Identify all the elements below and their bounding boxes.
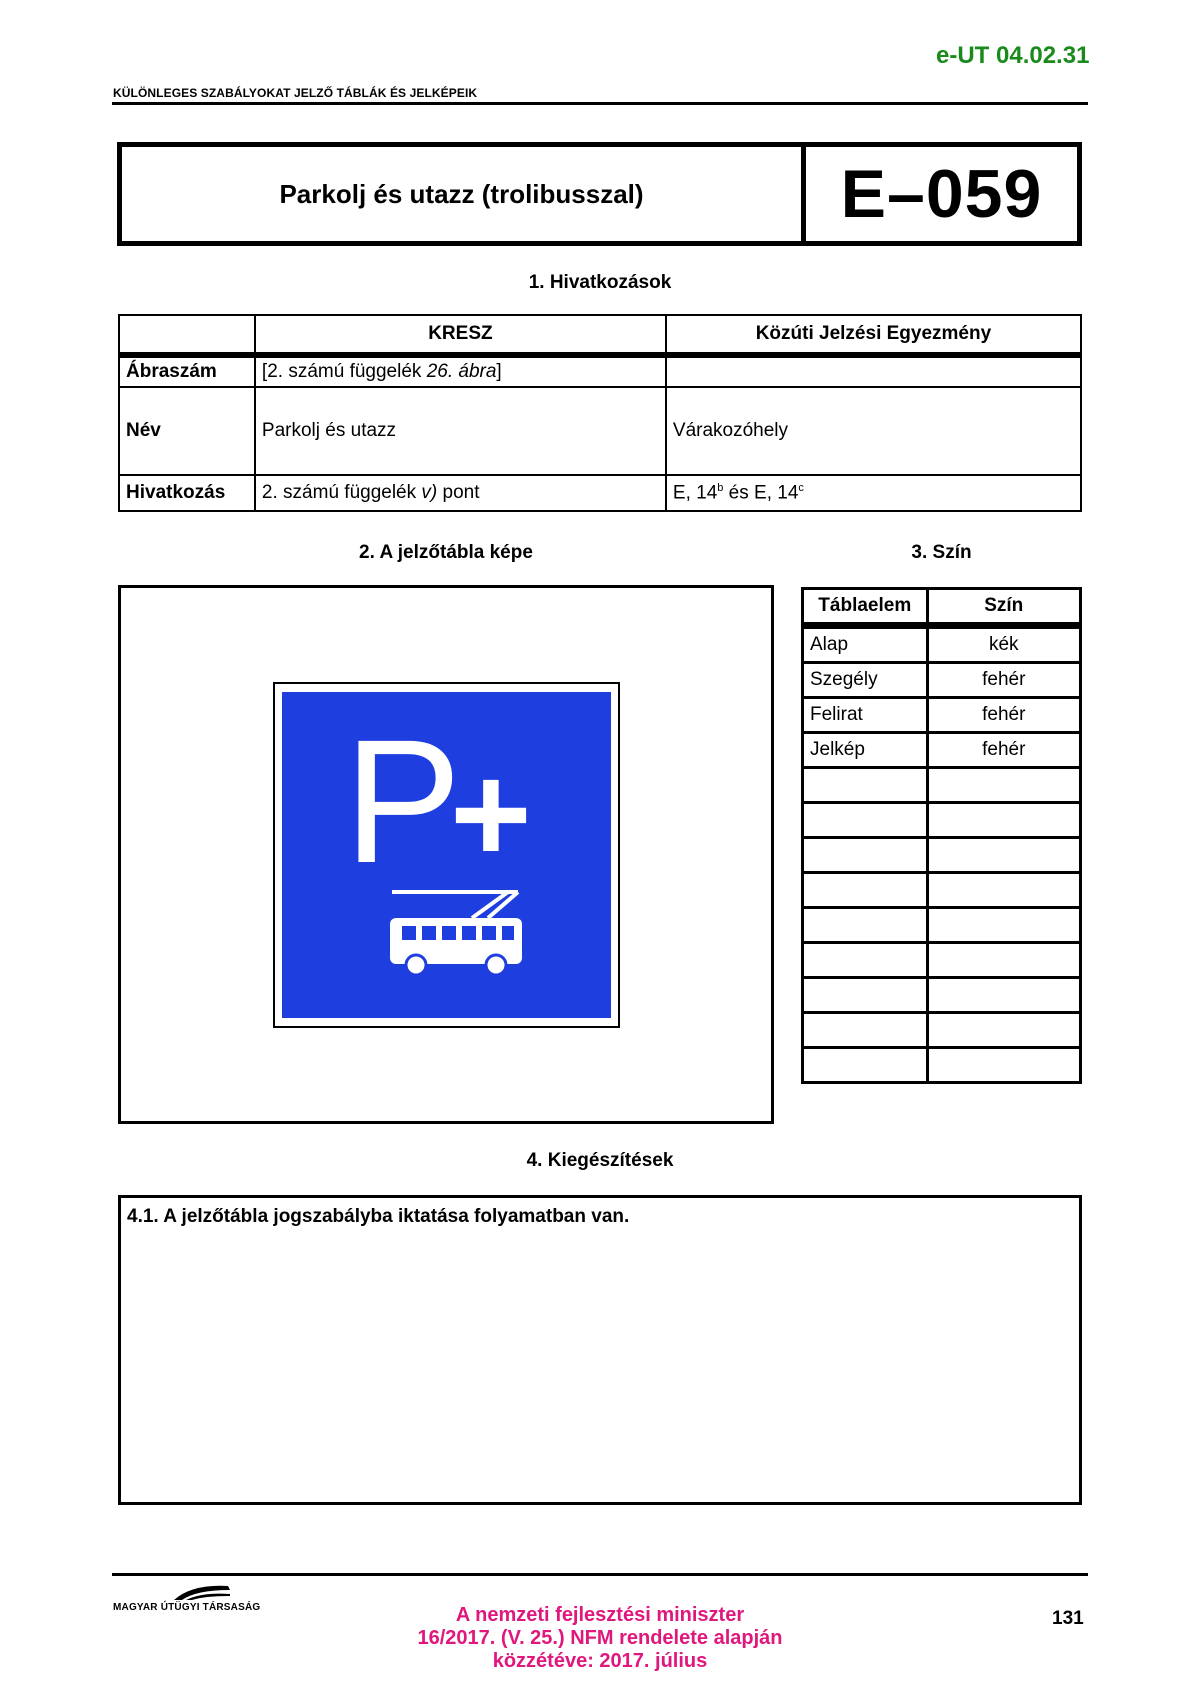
table-row <box>803 698 1081 733</box>
sign-code: E–059 <box>840 156 1043 232</box>
col-kresz: KRESZ <box>255 315 666 355</box>
color-cell <box>927 803 1080 838</box>
note-box <box>118 1195 1082 1505</box>
color-cell <box>927 908 1080 943</box>
table-row <box>803 803 1081 838</box>
empty-header-cell <box>119 315 255 355</box>
trolleybus-icon <box>390 892 522 975</box>
sign-name: Parkolj és utazz (trolibusszal) <box>122 147 806 241</box>
sign-plus: + <box>450 735 532 892</box>
kje-cell: Várakozóhely <box>666 387 1081 475</box>
cell-text-italic: v) <box>421 482 438 503</box>
element-cell <box>803 838 928 873</box>
cell-text: [2. számú függelék <box>261 361 427 382</box>
element-cell <box>803 768 928 803</box>
table-row <box>803 943 1081 978</box>
table-row <box>119 355 1081 387</box>
table-header-row <box>803 589 1081 626</box>
table-row <box>803 1013 1081 1048</box>
kresz-cell <box>255 475 666 511</box>
header-rule <box>112 102 1088 105</box>
section-header: KÜLÖNLEGES SZABÁLYOKAT JELZŐ TÁBLÁK ÉS JELKÉPEIK <box>113 86 478 100</box>
element-cell <box>803 803 928 838</box>
element-cell: Jelkép <box>803 733 928 768</box>
color-cell <box>927 873 1080 908</box>
document-id: e-UT 04.02.31 <box>936 42 1090 69</box>
color-cell: fehér <box>927 733 1080 768</box>
color-cell <box>927 943 1080 978</box>
row-label: Ábraszám <box>119 355 255 387</box>
color-cell <box>927 838 1080 873</box>
color-cell: fehér <box>927 698 1080 733</box>
table-row <box>803 1048 1081 1083</box>
col-element: Táblaelem <box>803 589 928 626</box>
table-row <box>803 838 1081 873</box>
col-color: Szín <box>927 589 1080 626</box>
note-text: 4.1. A jelzőtábla jogszabályba iktatása folyamatban van. <box>127 1206 630 1227</box>
table-row <box>803 663 1081 698</box>
element-cell <box>803 873 928 908</box>
cell-text: és E, 14 <box>723 482 799 504</box>
superscript: c <box>798 481 804 494</box>
kresz-cell <box>255 355 666 387</box>
references-table <box>118 314 1082 512</box>
color-table <box>801 587 1082 1084</box>
element-cell <box>803 943 928 978</box>
element-cell <box>803 1048 928 1083</box>
footer-rule <box>112 1573 1088 1576</box>
cell-text: 2. számú függelék <box>261 482 422 503</box>
section2-heading: 2. A jelzőtábla képe <box>359 542 533 563</box>
publisher-name: MAGYAR ÚTÜGYI TÁRSASÁG <box>113 1602 261 1613</box>
section1-heading: 1. Hivatkozások <box>528 272 672 293</box>
color-cell <box>927 1048 1080 1083</box>
sign-background <box>282 692 611 1018</box>
kje-cell <box>666 355 1081 387</box>
section4-heading: 4. Kiegészítések <box>526 1150 674 1171</box>
col-kje: Közúti Jelzési Egyezmény <box>666 315 1081 355</box>
section3-heading: 3. Szín <box>911 542 972 563</box>
table-row <box>803 978 1081 1013</box>
color-cell <box>927 1013 1080 1048</box>
footer-line: közzétéve: 2017. július <box>492 1650 708 1672</box>
row-label: Név <box>119 387 255 475</box>
element-cell: Szegély <box>803 663 928 698</box>
table-row <box>803 768 1081 803</box>
color-cell <box>927 978 1080 1013</box>
footer-line: A nemzeti fejlesztési miniszter <box>455 1604 745 1626</box>
element-cell <box>803 908 928 943</box>
page-number: 131 <box>1052 1608 1084 1629</box>
table-row <box>119 387 1081 475</box>
road-logo-icon <box>172 1582 232 1602</box>
row-label: Hivatkozás <box>119 475 255 511</box>
cell-text: pont <box>437 482 480 503</box>
table-row <box>803 733 1081 768</box>
color-cell: fehér <box>927 663 1080 698</box>
kresz-cell: Parkolj és utazz <box>255 387 666 475</box>
element-cell: Felirat <box>803 698 928 733</box>
table-row <box>803 908 1081 943</box>
kje-cell <box>666 475 1081 511</box>
cell-text-italic: 26. ábra <box>426 361 497 382</box>
footer-text <box>380 1604 820 1673</box>
element-cell <box>803 1013 928 1048</box>
element-cell: Alap <box>803 626 928 663</box>
color-cell: kék <box>927 626 1080 663</box>
table-row <box>119 475 1081 511</box>
sign-letter: P <box>344 704 462 900</box>
cell-text: ] <box>496 361 502 382</box>
table-row <box>803 873 1081 908</box>
park-and-ride-trolleybus-icon <box>282 692 611 1018</box>
color-cell <box>927 768 1080 803</box>
table-row <box>803 626 1081 663</box>
title-box <box>117 142 1082 246</box>
table-header-row <box>119 315 1081 355</box>
footer-line: 16/2017. (V. 25.) NFM rendelete alapján <box>417 1627 783 1649</box>
superscript: b <box>717 481 724 494</box>
cell-text: E, 14 <box>672 482 718 504</box>
element-cell <box>803 978 928 1013</box>
